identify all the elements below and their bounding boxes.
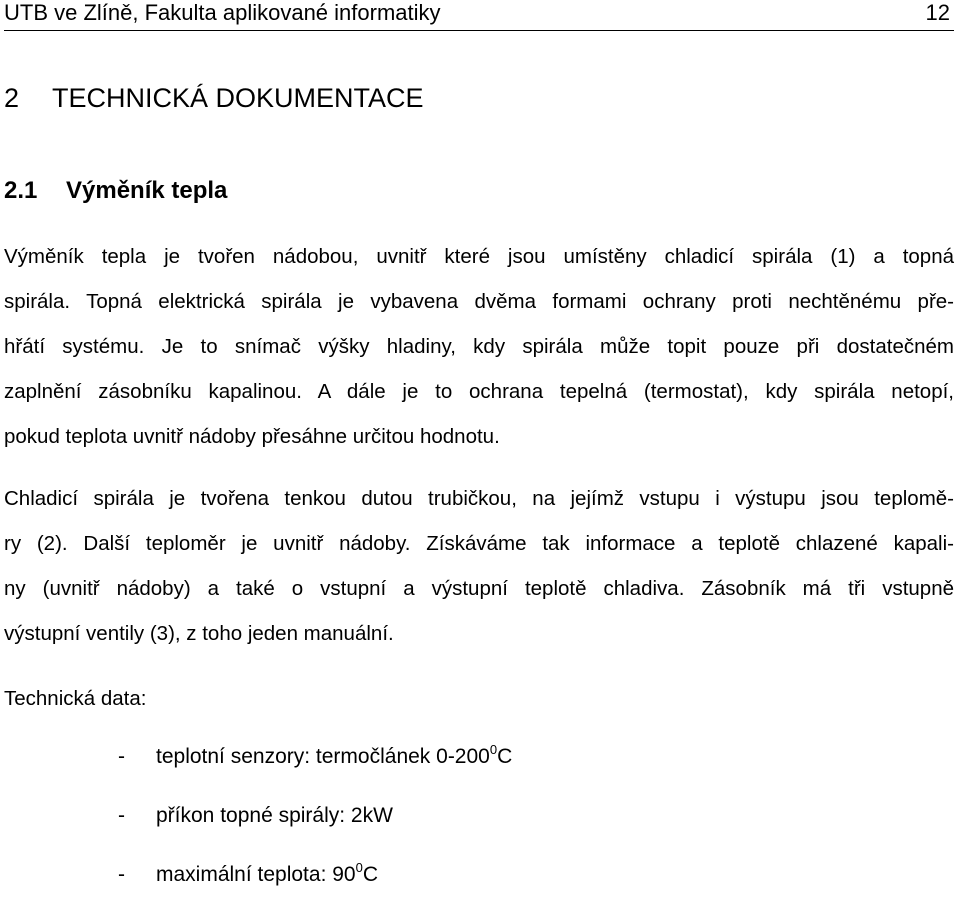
tech-data-title: Technická data: (4, 687, 147, 710)
list-item-unit: C (362, 863, 379, 886)
list-bullet: - (118, 804, 125, 827)
paragraph-cooling-spiral (4, 484, 954, 664)
tech-data-list (4, 740, 512, 917)
paragraph-line: Chladicí spirála je tvořena tenkou dutou trubičkou, na jejímž vstupu i výstupu jsou teplomě- (4, 487, 954, 510)
page-number: 12 (925, 0, 950, 25)
paragraph-line: zaplnění zásobníku kapalinou. A dále je to ochrana tepelná (termostat), kdy spirála netopí, (4, 380, 954, 403)
paragraph-line: hřátí systému. Je to snímač výšky hladiny, kdy spirála může topit pouze při dostatečném (4, 335, 954, 358)
page-header (4, 0, 954, 31)
paragraph-line: výstupní ventily (3), z toho jeden manuální. (4, 622, 394, 645)
paragraph-heat-exchanger (4, 242, 954, 467)
list-item-text: maximální teplota: 90 (156, 863, 356, 886)
list-item (4, 858, 512, 917)
list-item-text: příkon topné spirály: 2kW (156, 804, 393, 827)
superscript: 0 (489, 742, 498, 757)
chapter-number: 2 (4, 83, 20, 113)
list-item-unit: C (497, 745, 513, 768)
paragraph-line: ny (uvnitř nádoby) a také o vstupní a výstupní teplotě chladiva. Zásobník má tři vstupně (4, 577, 954, 600)
list-item (4, 799, 512, 858)
list-bullet: - (118, 745, 125, 768)
chapter-title: TECHNICKÁ DOKUMENTACE (52, 83, 424, 113)
paragraph-line: pokud teplota uvnitř nádoby přesáhne určitou hodnotu. (4, 425, 500, 448)
list-item-text: teplotní senzory: termočlánek 0-200 (156, 745, 490, 768)
section-number: 2.1 (4, 177, 38, 204)
chapter-heading (4, 80, 424, 116)
header-title: UTB ve Zlíně, Fakulta aplikované informatiky (4, 0, 441, 25)
superscript: 0 (355, 860, 363, 875)
paragraph-line: Výměník tepla je tvořen nádobou, uvnitř které jsou umístěny chladicí spirála (1) a topná (4, 245, 954, 268)
paragraph-line: ry (2). Další teploměr je uvnitř nádoby. Získáváme tak informace a teplotě chlazené kapali- (4, 532, 954, 555)
list-item (4, 740, 512, 799)
section-heading (4, 174, 227, 208)
list-bullet: - (118, 863, 125, 886)
section-title: Výměník tepla (66, 177, 228, 204)
paragraph-line: spirála. Topná elektrická spirála je vybavena dvěma formami ochrany proti nechtěnému pře- (4, 290, 954, 313)
